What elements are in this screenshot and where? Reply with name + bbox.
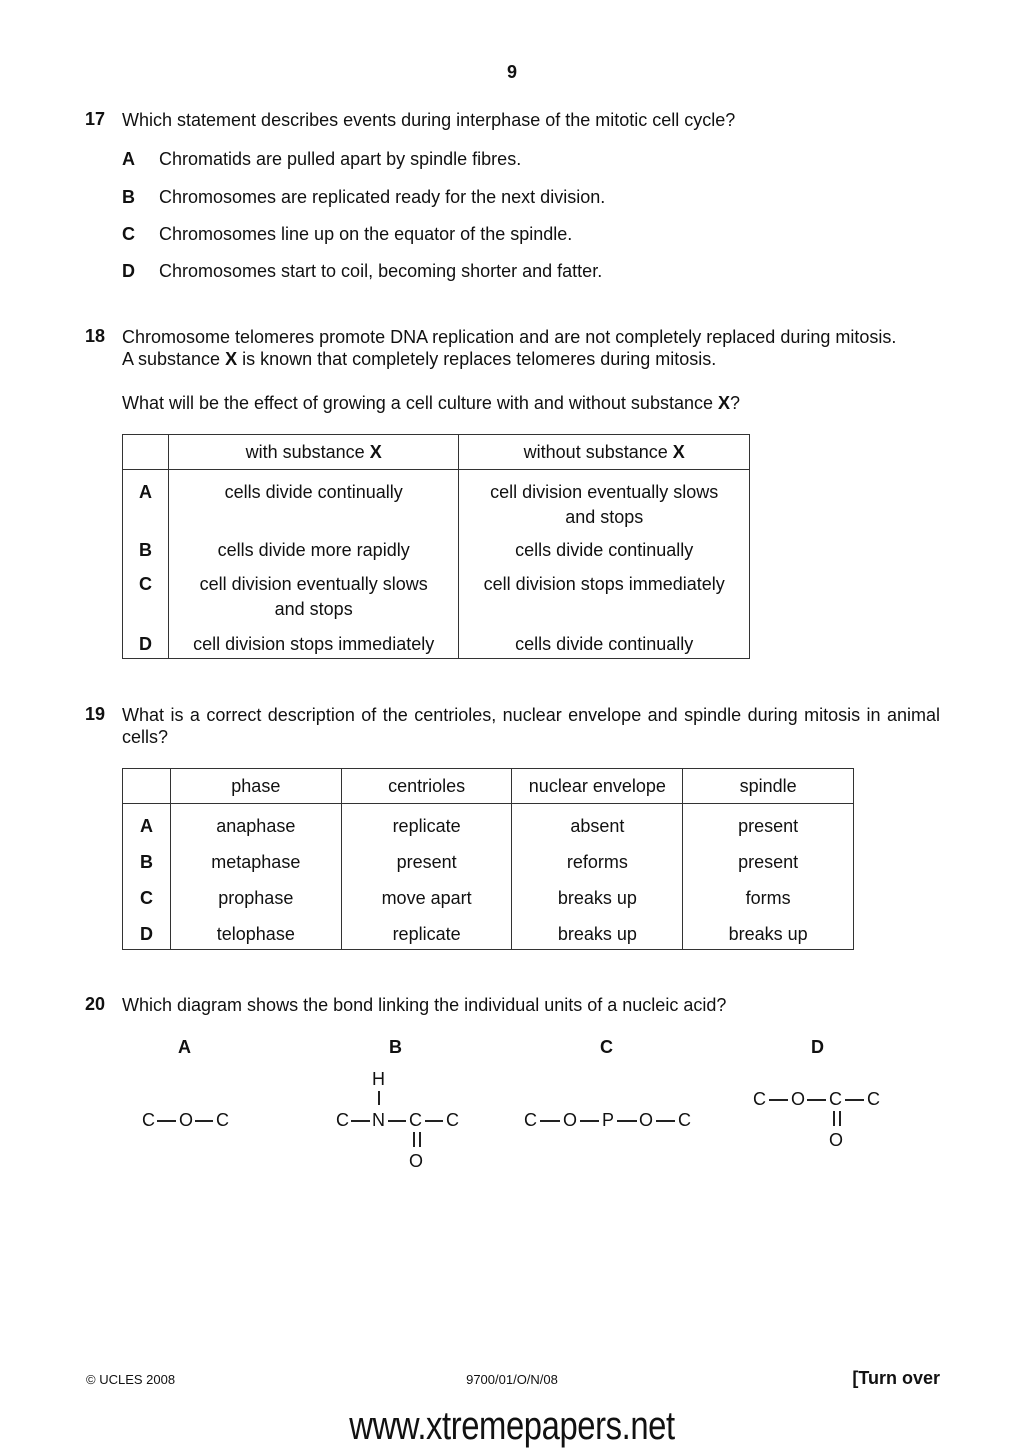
double-bond [839, 1111, 841, 1126]
text-fragment: is known that completely replaces telomeres during mitosis. [237, 349, 717, 369]
table-row [123, 886, 854, 922]
table-row [123, 538, 750, 572]
table-row [123, 850, 854, 886]
single-bond [425, 1120, 443, 1122]
single-bond [807, 1099, 826, 1101]
table-cell: cells divide continually [168, 470, 459, 538]
question-text [122, 326, 940, 370]
table-cell: anaphase [170, 804, 341, 850]
diagram-label: A [178, 1037, 191, 1057]
single-bond [580, 1120, 599, 1122]
paper-code: 9700/01/O/N/08 [466, 1372, 558, 1387]
row-letter: C [123, 886, 171, 922]
row-letter: B [123, 850, 171, 886]
atom-phosphorus: P [602, 1110, 615, 1130]
single-bond [617, 1120, 637, 1122]
text-fragment: without substance [523, 441, 673, 462]
table-cell: cell division stops immediately [168, 632, 459, 659]
turn-over: [Turn over [852, 1368, 940, 1388]
single-bond [351, 1120, 370, 1122]
table-cell: absent [512, 804, 683, 850]
text-fragment: with substance [245, 441, 370, 462]
question-number: 19 [85, 704, 106, 724]
option-letter: C [122, 224, 135, 244]
option-text: Chromatids are pulled apart by spindle fibres. [159, 149, 522, 169]
page-number: 9 [506, 62, 517, 82]
text-fragment: What will be the effect of growing a cell culture with and without substance [122, 393, 718, 413]
table-header [168, 435, 459, 470]
atom-oxygen: O [179, 1110, 194, 1130]
question-text: Which diagram shows the bond linking the individual units of a nucleic acid? [122, 995, 727, 1015]
table-header: centrioles [341, 769, 512, 804]
single-bond [195, 1120, 213, 1122]
watermark: www.xtremepapers.net [349, 1404, 675, 1448]
table-row [123, 572, 750, 632]
atom-carbon: C [446, 1110, 459, 1130]
q18-answer-table [122, 434, 750, 659]
question-line-1: Chromosome telomeres promote DNA replication and are not completely replaced during mitosis. [122, 327, 897, 347]
question-number: 18 [85, 326, 106, 346]
table-cell: cell division stops immediately [459, 572, 750, 632]
option-text: Chromosomes start to coil, becoming shorter and fatter. [159, 261, 603, 281]
double-bond [419, 1132, 421, 1147]
question-text: What is a correct description of the centrioles, nuclear envelope and spindle during mitosis in animal cells? [122, 705, 940, 747]
row-letter: D [123, 632, 169, 659]
single-bond [388, 1120, 406, 1122]
single-bond [769, 1099, 788, 1101]
table-header [459, 435, 750, 470]
atom-oxygen: O [639, 1110, 654, 1130]
atom-carbon: C [753, 1089, 766, 1109]
atom-carbon: C [867, 1089, 880, 1109]
diagram-label: D [811, 1037, 824, 1057]
table-cell: breaks up [512, 886, 683, 922]
row-letter: A [123, 470, 169, 538]
variable-x: X [225, 349, 238, 369]
atom-hydrogen: H [372, 1069, 385, 1089]
row-letter: D [123, 922, 171, 950]
copyright: © UCLES 2008 [86, 1372, 176, 1387]
table-cell: breaks up [683, 922, 854, 950]
table-header: spindle [683, 769, 854, 804]
option-letter: D [122, 261, 135, 281]
table-cell: replicate [341, 922, 512, 950]
table-cell: forms [683, 886, 854, 922]
single-bond [157, 1120, 176, 1122]
table-cell: present [341, 850, 512, 886]
table-cell: cell division eventually slows and stops [168, 572, 459, 632]
table-cell: cell division eventually slows and stops [459, 470, 750, 538]
diagram-label: C [600, 1037, 613, 1057]
question-text: Which statement describes events during interphase of the mitotic cell cycle? [122, 110, 736, 130]
table-cell: cells divide continually [459, 632, 750, 659]
variable-x: X [718, 393, 731, 413]
row-letter: A [123, 804, 171, 850]
row-letter: B [123, 538, 169, 572]
single-bond [656, 1120, 675, 1122]
table-cell: cells divide more rapidly [168, 538, 459, 572]
single-bond [845, 1099, 864, 1101]
option-letter: B [122, 187, 135, 207]
table-cell: prophase [170, 886, 341, 922]
row-letter: C [123, 572, 169, 632]
text-fragment: ? [730, 393, 741, 413]
q19-answer-table [122, 768, 854, 950]
question-prompt [122, 392, 940, 414]
atom-oxygen: O [791, 1089, 806, 1109]
question-line-2 [122, 348, 940, 370]
variable-x: X [672, 441, 685, 462]
diagram-label: B [389, 1037, 402, 1057]
atom-carbon: C [524, 1110, 537, 1130]
table-cell: replicate [341, 804, 512, 850]
atom-oxygen: O [409, 1151, 424, 1171]
option-text: Chromosomes are replicated ready for the next division. [159, 187, 606, 207]
atom-carbon: C [678, 1110, 691, 1130]
table-header: nuclear envelope [512, 769, 683, 804]
atom-carbon: C [829, 1089, 842, 1109]
table-row [123, 922, 854, 950]
table-cell: metaphase [170, 850, 341, 886]
question-number: 20 [85, 994, 106, 1014]
question-number: 17 [85, 109, 106, 129]
atom-oxygen: O [829, 1130, 844, 1150]
table-cell: move apart [341, 886, 512, 922]
table-cell: present [683, 804, 854, 850]
table-header-blank [123, 435, 169, 470]
table-row [123, 804, 854, 850]
table-cell: breaks up [512, 922, 683, 950]
single-bond [540, 1120, 560, 1122]
table-row [123, 632, 750, 659]
option-letter: A [122, 149, 135, 169]
atom-carbon: C [142, 1110, 155, 1130]
atom-carbon: C [336, 1110, 349, 1130]
table-cell: cells divide continually [459, 538, 750, 572]
text-fragment: A substance [122, 349, 226, 369]
table-cell: reforms [512, 850, 683, 886]
single-bond [378, 1091, 380, 1105]
atom-carbon: C [216, 1110, 229, 1130]
option-text: Chromosomes line up on the equator of the spindle. [159, 224, 573, 244]
atom-carbon: C [409, 1110, 422, 1130]
atom-oxygen: O [563, 1110, 578, 1130]
table-header: phase [170, 769, 341, 804]
table-row [123, 470, 750, 538]
atom-nitrogen: N [372, 1110, 385, 1130]
table-cell: present [683, 850, 854, 886]
table-header-blank [123, 769, 171, 804]
table-cell: telophase [170, 922, 341, 950]
double-bond [413, 1132, 415, 1147]
variable-x: X [369, 441, 382, 462]
double-bond [833, 1111, 835, 1126]
